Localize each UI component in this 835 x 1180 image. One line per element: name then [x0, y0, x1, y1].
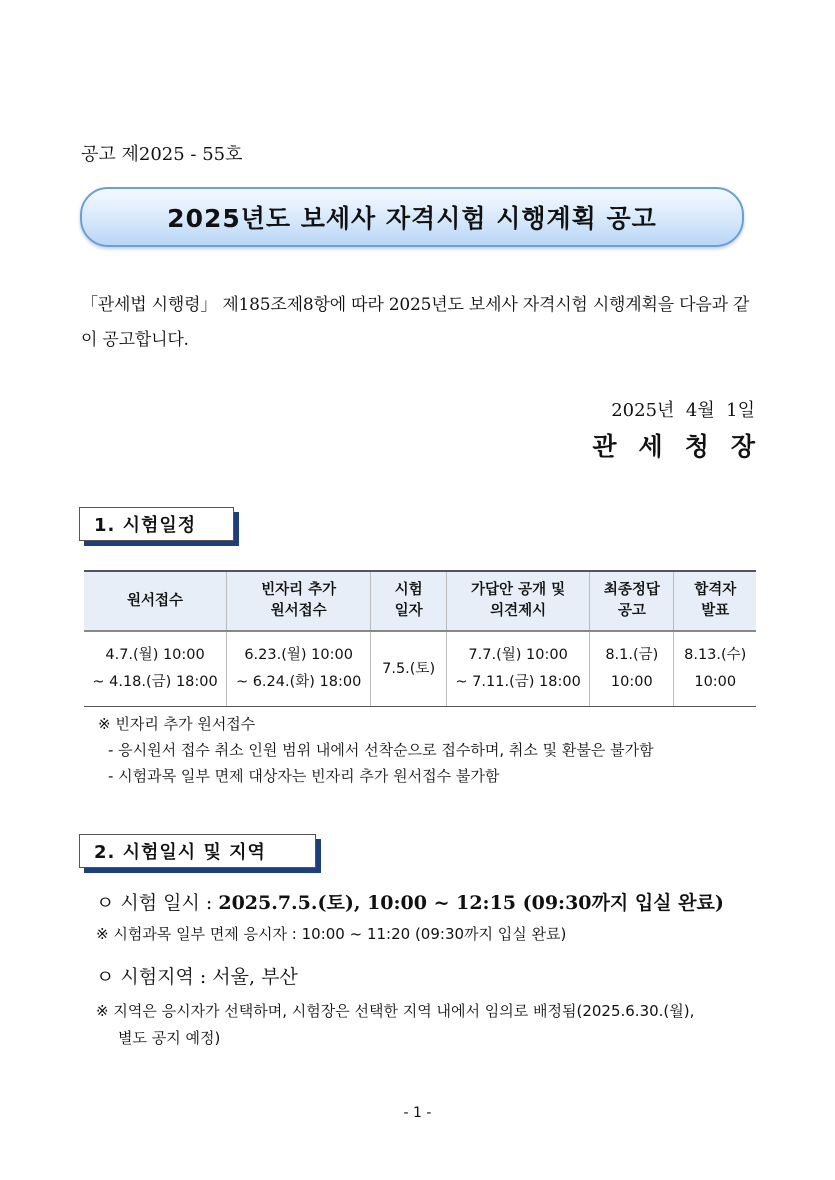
- exemption-note: ※ 시험과목 일부 면제 응시자 : 10:00 ~ 11:20 (09:30까지 입실 완료): [96, 925, 567, 943]
- schedule-subnote: - 응시원서 접수 취소 인원 범위 내에서 선착순으로 접수하며, 취소 및 환불은 불가함: [108, 741, 654, 759]
- header-application: 원서접수: [84, 571, 227, 631]
- cell-exam-date: 7.5.(토): [371, 631, 447, 707]
- cell-application: 4.7.(월) 10:00 ~ 4.18.(금) 18:00: [84, 631, 227, 707]
- notice-number: 공고 제2025 - 55호: [81, 144, 243, 165]
- schedule-note: ※ 빈자리 추가 원서접수: [98, 715, 256, 733]
- table-header-row: [84, 571, 756, 631]
- document-title: 2025년도 보세사 자격시험 시행계획 공고: [167, 204, 657, 233]
- schedule-table: [84, 570, 756, 707]
- exam-datetime-label: ㅇ 시험 일시 :: [96, 892, 219, 914]
- region-note-line: ※ 지역은 응시자가 선택하며, 시험장은 선택한 지역 내에서 임의로 배정됨(2025.6.30.(월),: [96, 1002, 695, 1020]
- header-extra-application: 빈자리 추가 원서접수: [227, 571, 371, 631]
- table-row: [84, 631, 756, 707]
- cell-extra-application: 6.23.(월) 10:00 ~ 6.24.(화) 18:00: [227, 631, 371, 707]
- cell-results: 8.13.(수) 10:00: [674, 631, 756, 707]
- header-exam-date: 시험 일자: [371, 571, 447, 631]
- page-number: - 1 -: [403, 1105, 432, 1121]
- intro-paragraph: 「관세법 시행령」 제185조제8항에 따라 2025년도 보세사 자격시험 시행계획을 다음과 같이 공고합니다.: [81, 295, 750, 350]
- header-final-answers: 최종정답 공고: [590, 571, 674, 631]
- schedule-subnote: - 시험과목 일부 면제 대상자는 빈자리 추가 원서접수 불가함: [108, 767, 500, 785]
- cell-final-answers: 8.1.(금) 10:00: [590, 631, 674, 707]
- section-title: 2. 시험일시 및 지역: [94, 842, 266, 863]
- exam-datetime-value: 2025.7.5.(토), 10:00 ~ 12:15 (09:30까지 입실 완료): [218, 892, 724, 914]
- section-heading-schedule: [79, 507, 234, 541]
- section-title: 1. 시험일정: [94, 515, 197, 536]
- issuer-name: 관세청장: [592, 432, 777, 461]
- header-results: 합격자 발표: [674, 571, 756, 631]
- exam-region-line: ㅇ 시험지역 : 서울, 부산: [96, 966, 298, 988]
- header-provisional-answers: 가답안 공개 및 의견제시: [447, 571, 590, 631]
- notice-date: 2025년 4월 1일: [611, 400, 755, 421]
- title-banner: [80, 187, 744, 247]
- section-heading-datetime-region: [79, 834, 316, 868]
- exam-datetime-line: [96, 888, 724, 915]
- region-note: [96, 998, 766, 1052]
- cell-provisional-answers: 7.7.(월) 10:00 ~ 7.11.(금) 18:00: [447, 631, 590, 707]
- region-note-line: 별도 공지 예정): [118, 1029, 221, 1047]
